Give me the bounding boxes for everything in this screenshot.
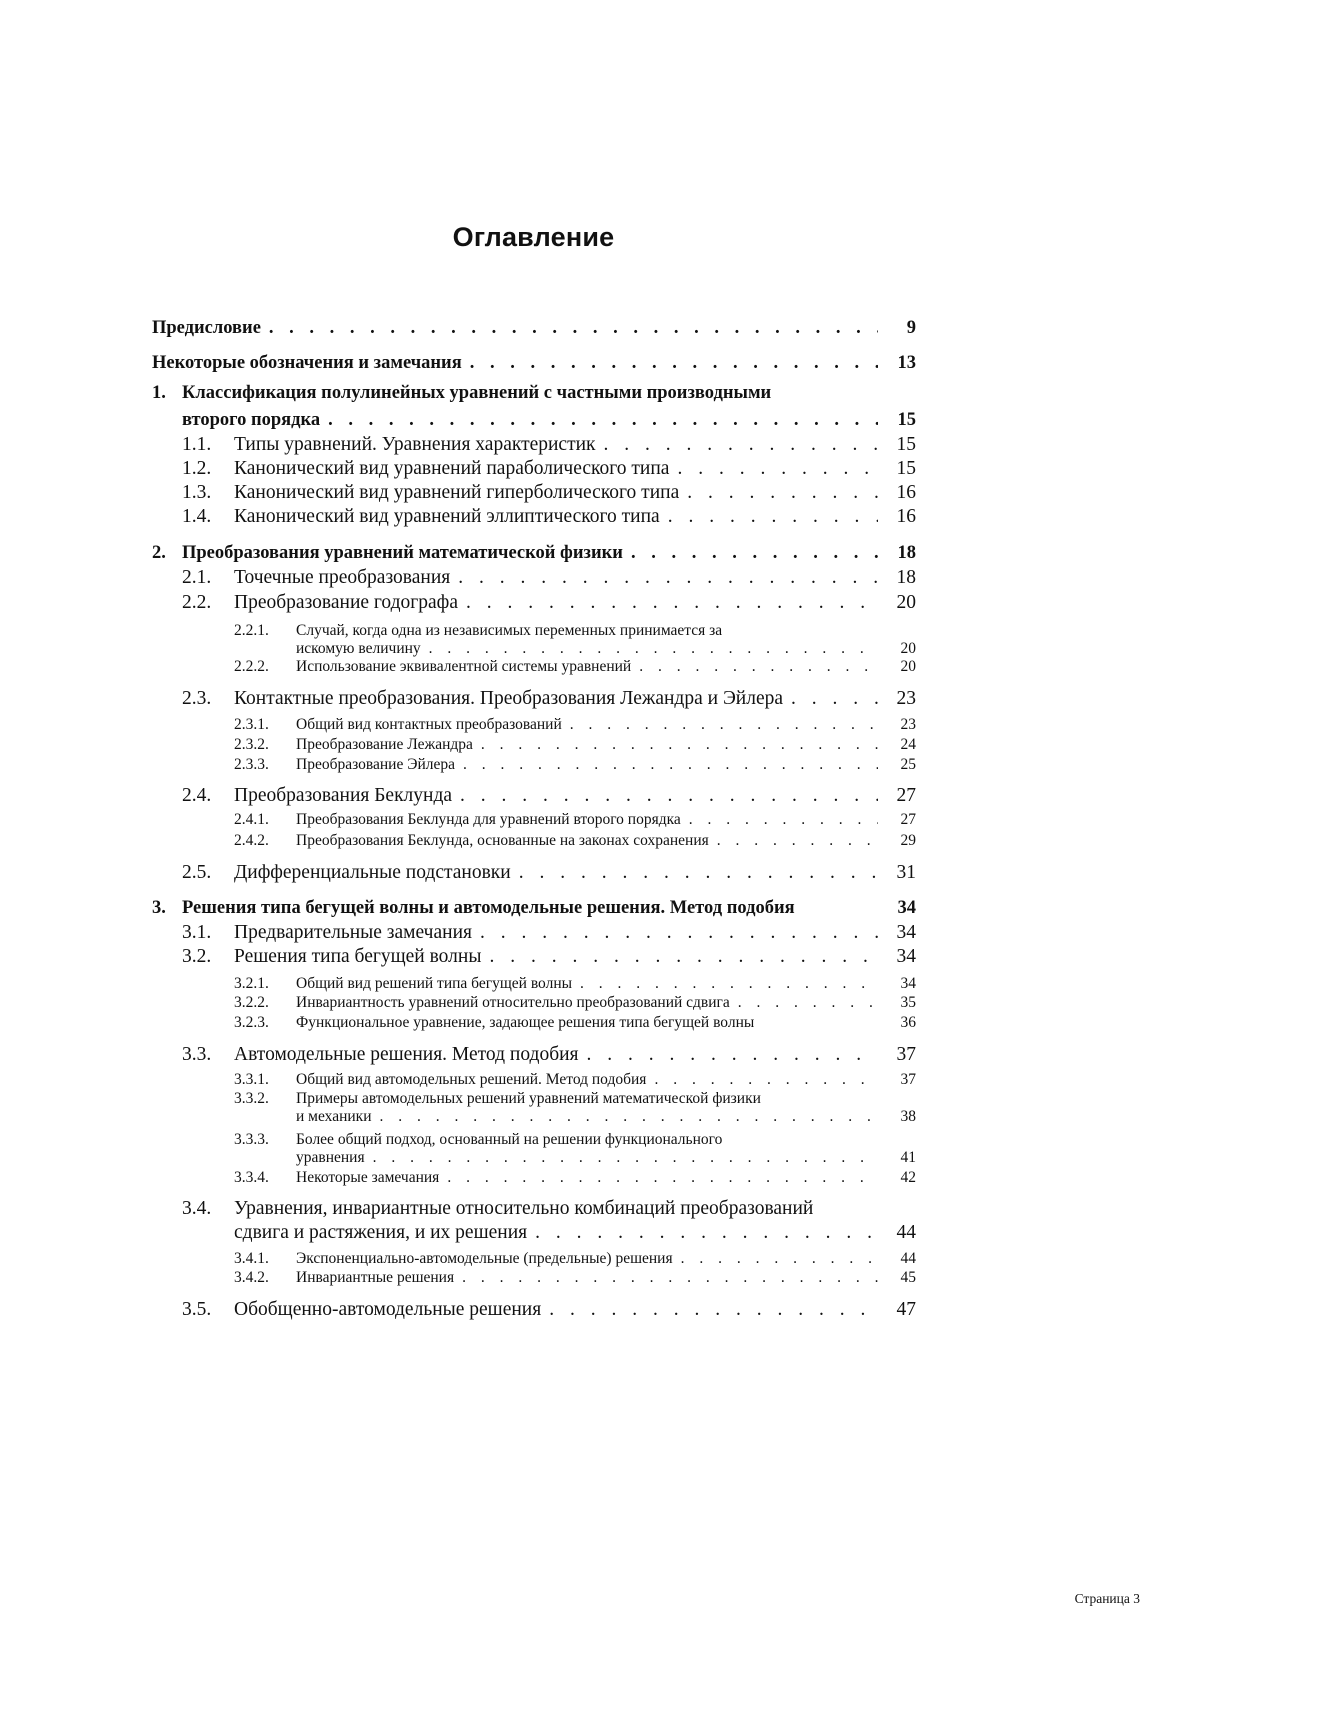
- toc-entry-title: Инвариантность уравнений относительно преобразований сдвига: [296, 994, 730, 1011]
- toc-entry-number: 1.3.: [182, 482, 212, 503]
- dot-leader: [458, 567, 878, 589]
- toc-entry-title: Обобщенно-автомодельные решения: [234, 1299, 542, 1320]
- toc-entry-page: 20: [896, 592, 916, 613]
- toc-entry-number: 3.3.: [182, 1044, 212, 1065]
- toc-entry-title: Предисловие: [152, 318, 261, 338]
- toc-entry-title: Общий вид решений типа бегущей волны: [296, 975, 573, 992]
- toc-entry-page: 20: [900, 640, 916, 657]
- toc-entry-number: 3.4.1.: [234, 1250, 269, 1267]
- dot-leader: [549, 1299, 878, 1321]
- dot-leader: [429, 640, 878, 658]
- dot-leader: [269, 318, 878, 339]
- toc-entry-page: 36: [900, 1014, 916, 1031]
- toc-entry-title: Преобразования Беклунда: [234, 785, 453, 806]
- dot-leader: [470, 353, 878, 374]
- dot-leader: [481, 736, 878, 754]
- toc-entry-page: 25: [900, 756, 916, 773]
- toc-entry-number: 3.5.: [182, 1299, 212, 1320]
- toc-entry-number: 2.1.: [182, 567, 212, 588]
- toc-entry-page: 18: [897, 543, 916, 563]
- toc-entry-page: 34: [896, 946, 916, 967]
- toc-entry-title: Типы уравнений. Уравнения характеристик: [234, 434, 596, 455]
- dot-leader: [466, 592, 878, 614]
- toc-entry-number: 1.: [152, 383, 166, 403]
- toc-entry-page: 44: [896, 1222, 916, 1243]
- dot-leader: [687, 482, 878, 504]
- toc-entry-number: 3.: [152, 898, 166, 918]
- page-title: Оглавление: [452, 222, 615, 252]
- dot-leader: [689, 811, 878, 829]
- toc-entry-page: 24: [900, 736, 916, 753]
- dot-leader: [535, 1222, 878, 1244]
- toc-entry-title-line1: Классификация полулинейных уравнений с частными производными: [182, 383, 772, 403]
- dot-leader: [489, 946, 878, 968]
- toc-entry-title: Контактные преобразования. Преобразования Лежандра и Эйлера: [234, 688, 784, 709]
- toc-entry-title: Предварительные замечания: [234, 922, 472, 943]
- dot-leader: [519, 862, 878, 884]
- toc-entry-title: уравнения: [296, 1149, 365, 1166]
- dot-leader: [791, 688, 878, 710]
- toc-entry-number: 3.3.4.: [234, 1169, 269, 1186]
- toc-entry-title: Автомодельные решения. Метод подобия: [234, 1044, 579, 1065]
- toc-entry-page: 15: [896, 458, 916, 479]
- toc-entry-number: 2.3.2.: [234, 736, 269, 753]
- toc-entry-number: 3.3.2.: [234, 1090, 269, 1107]
- toc-entry-title: Решения типа бегущей волны: [234, 946, 482, 967]
- toc-entry-page: 31: [896, 862, 916, 883]
- toc-entry-number: 2.2.1.: [234, 622, 269, 639]
- toc-entry-title-line1: Случай, когда одна из независимых переменных принимается за: [296, 622, 723, 639]
- toc-entry-title-line1: Уравнения, инвариантные относительно комбинаций преобразований: [234, 1198, 814, 1219]
- toc-entry-page: 35: [900, 994, 916, 1011]
- dot-leader: [587, 1044, 878, 1066]
- toc-entry-number: 2.4.2.: [234, 832, 269, 849]
- toc-entry-number: 3.2.: [182, 946, 212, 967]
- toc-entry-title: Общий вид контактных преобразований: [296, 716, 562, 733]
- dot-leader: [373, 1149, 878, 1167]
- dot-leader: [580, 975, 878, 993]
- toc-entry-title: Точечные преобразования: [234, 567, 451, 588]
- toc-entry-number: 3.1.: [182, 922, 212, 943]
- toc-entry-page: 34: [897, 898, 916, 918]
- toc-entry-page: 16: [896, 506, 916, 527]
- toc-entry-number: 2.3.1.: [234, 716, 269, 733]
- toc-entry-page: 15: [896, 434, 916, 455]
- toc-entry-title-line1: Более общий подход, основанный на решении функционального: [296, 1131, 723, 1148]
- toc-entry-page: 37: [896, 1044, 916, 1065]
- dot-leader: [447, 1169, 878, 1187]
- toc-entry-title: сдвига и растяжения, и их решения: [234, 1222, 528, 1243]
- toc-entry-title: Экспоненциально-автомодельные (предельные) решения: [296, 1250, 673, 1267]
- toc-entry-page: 38: [900, 1108, 916, 1125]
- toc-entry-title: Некоторые замечания: [296, 1169, 440, 1186]
- dot-leader: [380, 1108, 879, 1126]
- toc-entry-number: 2.2.: [182, 592, 212, 613]
- toc-entry-page: 34: [896, 922, 916, 943]
- page-footer: Страница 3: [1074, 1591, 1140, 1606]
- toc-entry-number: 1.1.: [182, 434, 212, 455]
- toc-entry-number: 2.3.3.: [234, 756, 269, 773]
- toc-entry-page: 27: [900, 811, 916, 828]
- toc-entry-title: Инвариантные решения: [296, 1269, 455, 1286]
- toc-entry-title-line1: Примеры автомодельных решений уравнений математической физики: [296, 1090, 761, 1107]
- dot-leader: [460, 785, 878, 807]
- toc-entry-number: 3.2.3.: [234, 1014, 269, 1031]
- toc-entry-title: Канонический вид уравнений гиперболического типа: [234, 482, 680, 503]
- toc-entry-title: Преобразования Беклунда, основанные на законах сохранения: [296, 832, 709, 849]
- toc-entry-number: 2.5.: [182, 862, 212, 883]
- toc-entry-number: 3.2.2.: [234, 994, 269, 1011]
- toc-entry-number: 3.2.1.: [234, 975, 269, 992]
- toc-entry-title: Преобразование годографа: [234, 592, 458, 613]
- toc-entry-title: Решения типа бегущей волны и автомодельные решения. Метод подобия: [182, 898, 795, 918]
- dot-leader: [328, 410, 878, 431]
- toc-entry-title: Некоторые обозначения и замечания: [152, 353, 462, 373]
- toc-entry-number: 3.3.1.: [234, 1071, 269, 1088]
- toc-entry-title: искомую величину: [296, 640, 421, 657]
- toc-entry-title: Функциональное уравнение, задающее решения типа бегущей волны: [296, 1014, 755, 1031]
- toc-entry-number: 3.4.2.: [234, 1269, 269, 1286]
- toc-entry-page: 27: [896, 785, 916, 806]
- toc-entry-number: 2.: [152, 543, 166, 563]
- toc-entry-page: 15: [897, 410, 916, 430]
- toc-entry-title: Общий вид автомодельных решений. Метод подобия: [296, 1071, 647, 1088]
- toc-entry-page: 37: [900, 1071, 916, 1088]
- toc-entry-title: Дифференциальные подстановки: [234, 862, 511, 883]
- dot-leader: [570, 716, 878, 734]
- toc-entry-page: 41: [900, 1149, 916, 1166]
- dot-leader: [668, 506, 878, 528]
- toc-entry-page: 42: [900, 1169, 916, 1186]
- toc-entry-page: 45: [900, 1269, 916, 1286]
- toc-entry-page: 13: [897, 353, 916, 373]
- toc-entry-title: Преобразование Лежандра: [296, 736, 473, 753]
- toc-entry-page: 29: [900, 832, 916, 849]
- dot-leader: [480, 922, 878, 944]
- toc-entry-page: 16: [896, 482, 916, 503]
- toc-entry-title: и механики: [296, 1108, 372, 1125]
- toc-entry-number: 2.4.: [182, 785, 212, 806]
- toc-entry-title: Канонический вид уравнений эллиптического типа: [234, 506, 660, 527]
- dot-leader: [639, 658, 878, 676]
- toc-entry-title: Преобразования уравнений математической физики: [182, 543, 623, 563]
- dot-leader: [604, 434, 878, 456]
- dot-leader: [677, 458, 878, 480]
- toc-entry-number: 2.3.: [182, 688, 212, 709]
- toc-entry-page: 9: [906, 318, 916, 338]
- dot-leader: [463, 756, 878, 774]
- toc-entry-title: Преобразование Эйлера: [296, 756, 455, 773]
- toc-entry-title: Канонический вид уравнений параболического типа: [234, 458, 670, 479]
- toc-entry-number: 3.3.3.: [234, 1131, 269, 1148]
- toc-entry-number: 3.4.: [182, 1198, 212, 1219]
- dot-leader: [681, 1250, 878, 1268]
- toc-entry-page: 47: [896, 1299, 916, 1320]
- toc-entry-title: Использование эквивалентной системы уравнений: [296, 658, 632, 675]
- toc-entry-page: 34: [900, 975, 916, 992]
- toc-entry-title: Преобразования Беклунда для уравнений второго порядка: [296, 811, 681, 828]
- toc-entry-number: 2.4.1.: [234, 811, 269, 828]
- toc-entry-number: 2.2.2.: [234, 658, 269, 675]
- toc-entry-page: 18: [896, 567, 916, 588]
- toc-entry-number: 1.2.: [182, 458, 212, 479]
- dot-leader: [654, 1071, 878, 1089]
- dot-leader: [717, 832, 878, 850]
- dot-leader: [462, 1269, 878, 1287]
- toc-entry-page: 23: [896, 688, 916, 709]
- toc-entry-page: 44: [900, 1250, 916, 1267]
- dot-leader: [631, 543, 878, 564]
- toc-entry-title: второго порядка: [182, 410, 321, 430]
- toc-entry-page: 20: [900, 658, 916, 675]
- toc-entry-number: 1.4.: [182, 506, 212, 527]
- toc-entry-page: 23: [900, 716, 916, 733]
- dot-leader: [738, 994, 878, 1012]
